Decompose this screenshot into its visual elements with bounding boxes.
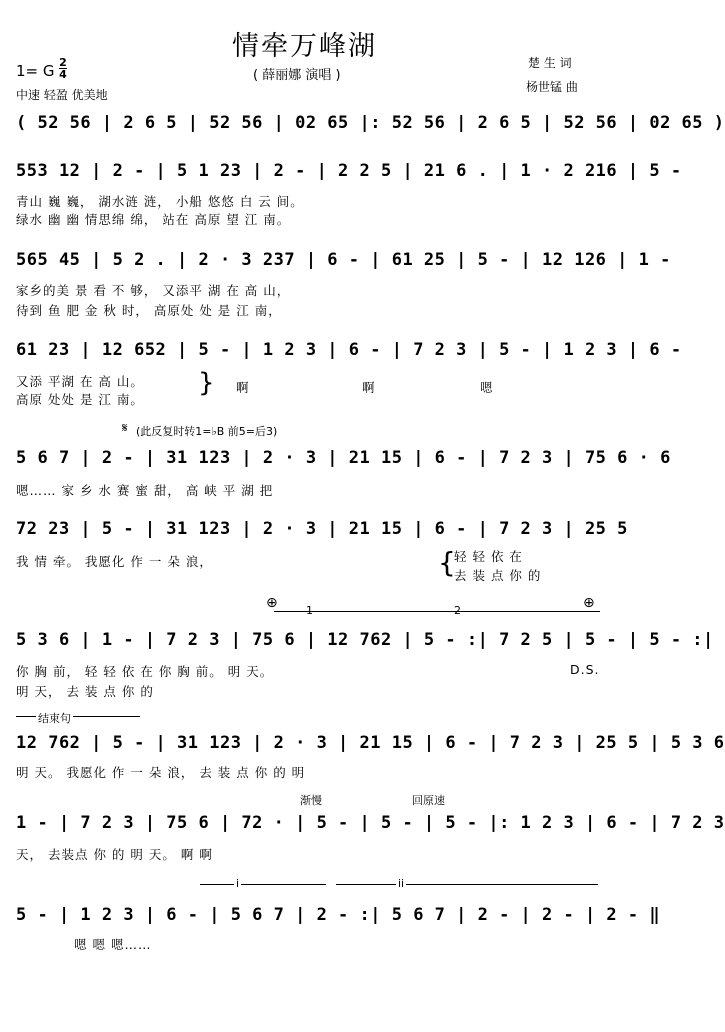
notes-system-7: 5 3 6 | 1 - | 7 2 3 | 75 6 | 12 762 | 5 - :| 7 2 5 | 5 - | 5 - :| bbox=[16, 630, 714, 650]
volta-i-line bbox=[200, 884, 326, 885]
volta-2-label: 2 bbox=[454, 604, 461, 617]
notes-system-3: 565 45 | 5 2 . | 2 · 3 237 | 6 - | 61 25 | 5 - | 12 126 | 1 - bbox=[16, 250, 671, 270]
chorus-syllable-3: 嗯 bbox=[480, 380, 494, 395]
modulation-annotation: (此反复时转1=♭B 前5=后3) bbox=[136, 425, 278, 438]
composer-credit: 杨世锰 曲 bbox=[526, 80, 578, 94]
volta-1-label: 1 bbox=[306, 604, 313, 617]
brace-icon: { bbox=[438, 546, 456, 579]
lyrics-system-8: 明 天。 我愿化 作 一 朵 浪， 去 装 点 你 的 明 bbox=[16, 765, 306, 780]
lyrics-system-4-verse-2: 高原 处处 是 江 南。 bbox=[16, 392, 144, 407]
ritardando-marking: 渐慢 bbox=[300, 794, 322, 807]
tempo-marking: 中速 轻盈 优美地 bbox=[16, 88, 108, 102]
brace-icon: } bbox=[198, 368, 215, 398]
volta-ii-line bbox=[336, 884, 598, 885]
lyrics-system-3-verse-2: 待到 鱼 肥 金 秋 时， 高原处 处 是 江 南， bbox=[16, 303, 282, 318]
branch-lyric-2: 去 装 点 你 的 bbox=[454, 568, 542, 583]
ds-marking: D.S. bbox=[570, 662, 600, 677]
time-top: 2 bbox=[59, 56, 67, 69]
coda-icon: ⊕ bbox=[583, 595, 595, 611]
lyrics-system-5: 嗯…… 家 乡 水 赛 蜜 甜， 高 峡 平 湖 把 bbox=[16, 483, 274, 498]
singer-credit: ( 薛丽娜 演唱 ) bbox=[253, 68, 341, 83]
lyrics-system-3-verse-1: 家乡的美 景 看 不 够， 又添平 湖 在 高 山， bbox=[16, 283, 291, 298]
coda-section-label: 结束句 bbox=[38, 712, 71, 725]
volta-ii-label: ii bbox=[398, 877, 405, 890]
lyrics-system-10: 嗯 嗯 嗯…… bbox=[74, 937, 152, 952]
a-tempo-marking: 回原速 bbox=[412, 794, 445, 807]
song-title: 情牵万峰湖 bbox=[232, 31, 377, 62]
notes-system-10: 5 - | 1 2 3 | 6 - | 5 6 7 | 2 - :| 5 6 7 | 2 - | 2 - | 2 - ‖ bbox=[16, 905, 661, 925]
segno-icon: 𝄋 bbox=[122, 421, 128, 436]
notes-system-2: 553 12 | 2 - | 5 1 23 | 2 - | 2 2 5 | 21 6 . | 1 · 2 216 | 5 - bbox=[16, 161, 682, 181]
volta-i-label: i bbox=[236, 877, 240, 890]
notes-system-8: 12 762 | 5 - | 31 123 | 2 · 3 | 21 15 | 6 - | 7 2 3 | 25 5 | 5 3 6 bbox=[16, 733, 725, 753]
lyrics-system-2-verse-1: 青山 巍 巍， 湖水涟 涟， 小船 悠悠 白 云 间。 bbox=[16, 194, 304, 209]
coda-icon: ⊕ bbox=[266, 595, 278, 611]
lyrics-system-4-verse-1: 又添 平湖 在 高 山。 bbox=[16, 374, 144, 389]
lyrics-system-6: 我 情 牵。 我愿化 作 一 朵 浪， bbox=[16, 554, 213, 569]
branch-lyric-1: 轻 轻 依 在 bbox=[454, 549, 523, 564]
time-signature bbox=[59, 57, 67, 80]
chorus-syllable-1: 啊 bbox=[236, 380, 250, 395]
notes-system-9: 1 - | 7 2 3 | 75 6 | 72 · | 5 - | 5 - | 5 - |: 1 2 3 | 6 - | 7 2 3 bbox=[16, 813, 725, 833]
chorus-syllable-2: 啊 bbox=[362, 380, 376, 395]
lyrics-system-7-verse-2: 明 天， 去 装 点 你 的 bbox=[16, 684, 154, 699]
volta-bracket-line bbox=[274, 611, 600, 612]
notes-system-1: ( 52 56 | 2 6 5 | 52 56 | 02 65 |: 52 56 | 2 6 5 | 52 56 | 02 65 ) bbox=[16, 113, 725, 133]
lyrics-system-9: 天， 去装点 你 的 明 天。 啊 啊 bbox=[16, 847, 213, 862]
key-signature: 1= G bbox=[16, 62, 55, 80]
lyrics-system-2-verse-2: 绿水 幽 幽 情思绵 绵， 站在 高原 望 江 南。 bbox=[16, 212, 291, 227]
time-bottom: 4 bbox=[59, 68, 67, 81]
notes-system-4: 61 23 | 12 652 | 5 - | 1 2 3 | 6 - | 7 2 3 | 5 - | 1 2 3 | 6 - bbox=[16, 340, 682, 360]
notes-system-6: 72 23 | 5 - | 31 123 | 2 · 3 | 21 15 | 6 - | 7 2 3 | 25 5 bbox=[16, 519, 628, 539]
notes-system-5: 5 6 7 | 2 - | 31 123 | 2 · 3 | 21 15 | 6 - | 7 2 3 | 75 6 · 6 bbox=[16, 448, 671, 468]
lyrics-system-7-verse-1: 你 胸 前， 轻 轻 依 在 你 胸 前。 明 天。 bbox=[16, 664, 274, 679]
lyricist-credit: 楚 生 词 bbox=[528, 56, 572, 70]
coda-bracket-line bbox=[16, 716, 140, 717]
